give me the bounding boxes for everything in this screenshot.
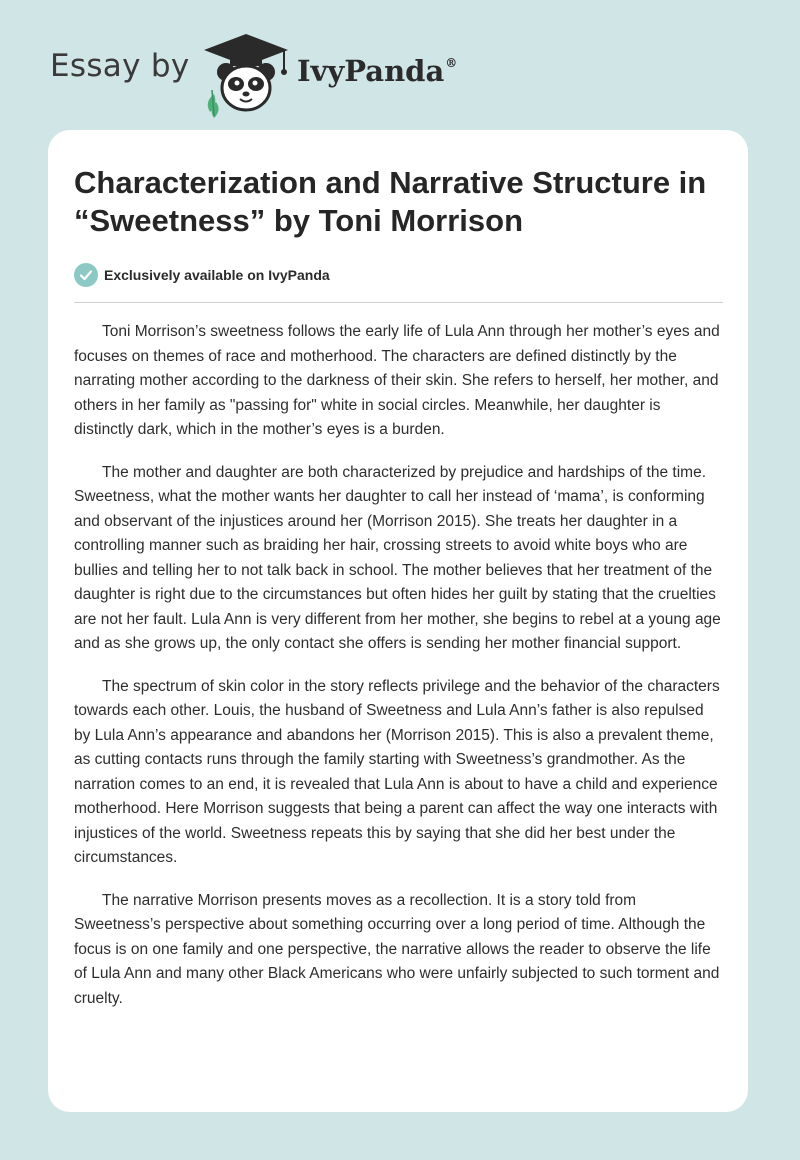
essay-card [48,130,748,1112]
divider [74,302,723,303]
exclusive-badge-label: Exclusively available on IvyPanda [104,267,330,283]
exclusive-badge [74,263,330,287]
paragraph: The spectrum of skin color in the story reflects privilege and the behavior of the characters towards each other. Louis, the husband of Sweetness and Lula Ann’s father is also repulsed by Lula Ann’s appearance and abandons her (Morrison 2015). This is also a prevalent theme, as cutting contacts runs through the family starting with Sweetness’s grandmother. As the narration comes to an end, it is revealed that Lula Ann is about to have a child and experience motherhood. Here Morrison suggests that being a parent can affect the way one interacts with injustices of the world. Sweetness repeats this by saying that she did her best under the circumstances. [74,677,720,866]
check-icon [74,263,98,287]
brand-name[interactable]: IvyPanda® [297,54,458,88]
essay-by-label: Essay by [50,48,190,84]
panda-graduate-icon [200,28,292,118]
paragraph: The mother and daughter are both characterized by prejudice and hardships of the time. Sweetness, what the mother wants her daughter to call her instead of ‘mama’, is conforming and observant of the injustices around her (Morrison 2015). She treats her daughter in a controlling manner such as braiding her hair, crossing streets to avoid white boys who are bullies and telling her to not talk back in school. The mother believes that her treatment of the daughter is right due to the circumstances but often hides her guilt by stating that the cruelties are not her fault. Lula Ann is very different from her mother, she begins to rebel at a young age and as she grows up, the only contact she offers is sending her mother financial support. [74,463,721,652]
paragraph: Toni Morrison’s sweetness follows the early life of Lula Ann through her mother’s eyes and focuses on themes of race and motherhood. The characters are defined distinctly by the narrating mother according to the darkness of their skin. She refers to herself, her mother, and others in her family as "passing for" white in social circles. Meanwhile, her daughter is distinctly dark, which in the mother’s eyes is a burden. [74,323,720,438]
paragraph: The narrative Morrison presents moves as a recollection. It is a story told from Sweetness’s perspective about something occurring over a long period of time. Although the focus is on one family and one perspective, the narrative allows the reader to observe the life of Lula Ann and many other Black Americans who were unfairly subjected to such torment and cruelty. [74,891,720,1007]
essay-body [74,320,723,1029]
site-header [50,28,458,118]
page-title: Characterization and Narrative Structure in “Sweetness” by Toni Morrison [74,165,707,238]
